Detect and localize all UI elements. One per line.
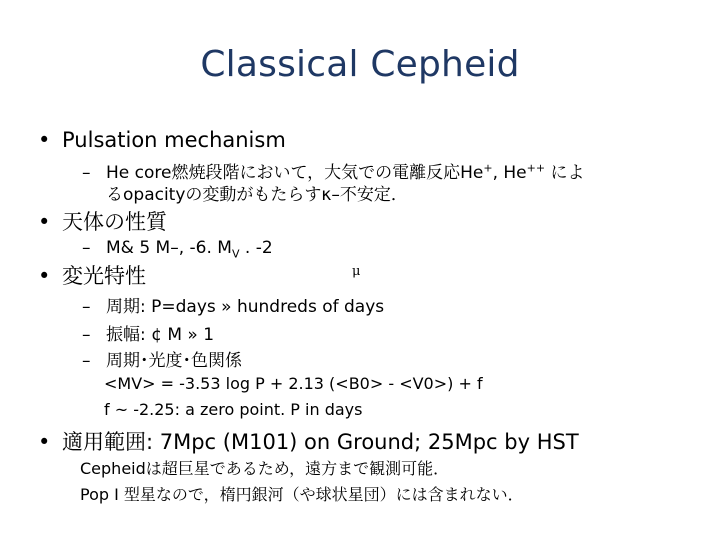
sub-text: , He (492, 163, 527, 183)
bullet-pulsation (38, 128, 286, 152)
sub-item-mass (82, 238, 273, 260)
mu-symbol: μ (352, 264, 361, 279)
sub-text: 周期･光度･色関係 (106, 351, 242, 371)
sub-text: M& 5 M–, -6. M (106, 238, 232, 258)
note-line: Pop I 型星なので，楕円銀河（や球状星団）には含まれない． (80, 485, 524, 504)
dash-symbol: – (82, 163, 91, 183)
sub-text: He core燃焼段階において，大気での電離反応He (106, 163, 484, 183)
bullet-properties (38, 206, 167, 236)
bullet-symbol: • (38, 264, 51, 288)
dash-symbol: – (82, 297, 91, 317)
sub-text: 振幅: ¢ M » 1 (106, 325, 215, 345)
sub-item-plc-relation (82, 346, 242, 371)
bullet-text: 変光特性 (62, 264, 146, 288)
slide-title: Classical Cepheid (200, 44, 520, 85)
dash-symbol: – (82, 351, 91, 371)
bullet-variability (38, 260, 146, 290)
sub-item-amplitude (82, 320, 214, 345)
bullet-symbol: • (38, 430, 51, 454)
sub-text: 周期: P=days » hundreds of days (106, 297, 385, 317)
bullet-text: 適用範囲: 7Mpc (M101) on Ground; 25Mpc by HST (62, 430, 579, 454)
dash-symbol: – (82, 238, 91, 258)
equation-note: f ~ -2.25: a zero point. P in days (104, 400, 363, 419)
dash-symbol: – (82, 325, 91, 345)
superscript: ++ (526, 161, 546, 175)
sub-item-continuation: るopacityの変動がもたらすκ–不安定． (106, 185, 408, 205)
bullet-text: Pulsation mechanism (62, 128, 286, 152)
note-line: Cepheidは超巨星であるため，遠方まで観測可能． (80, 459, 450, 478)
bullet-text: 天体の性質 (62, 210, 167, 234)
equation-line: <MV> = -3.53 log P + 2.13 (<B0> - <V0>) + f (104, 374, 483, 393)
sub-text: . -2 (239, 238, 273, 258)
sub-text: によ (545, 163, 585, 183)
bullet-symbol: • (38, 128, 51, 152)
bullet-applicability (38, 426, 579, 456)
bullet-symbol: • (38, 210, 51, 234)
sub-item-period (82, 292, 384, 317)
subscript: V (231, 247, 240, 261)
superscript: + (483, 161, 493, 175)
